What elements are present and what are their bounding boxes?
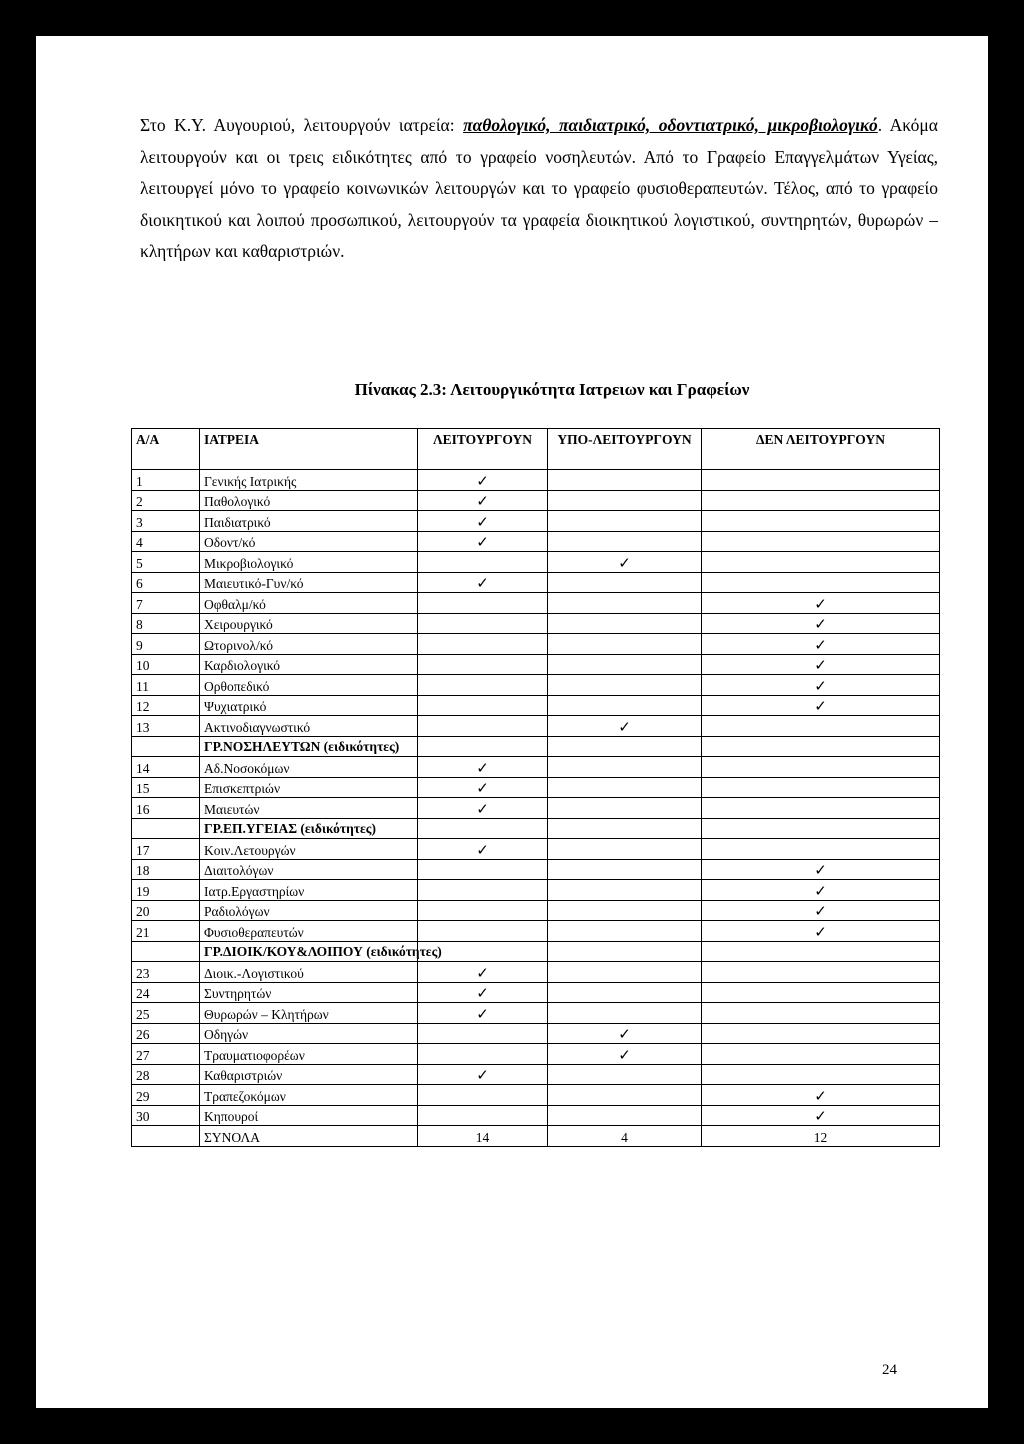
status-underfunctioning-cell [548,900,702,921]
table-row [132,1003,940,1024]
status-not-functioning-cell [702,941,940,962]
table-row [132,531,940,552]
status-not-functioning-cell [702,593,940,614]
check-mark-icon: ✓ [814,615,827,633]
clinic-name: Συντηρητών [200,982,418,1003]
row-number: 24 [132,982,200,1003]
status-functioning-cell [418,757,548,778]
clinic-name: Αδ.Νοσοκόμων [200,757,418,778]
status-functioning-cell [418,962,548,983]
status-functioning-cell [418,818,548,839]
clinic-name: Ακτινοδιαγνωστικό [200,716,418,737]
header-not-functioning: ΔΕΝ ΛΕΙΤΟΥΡΓΟΥΝ [702,429,940,470]
check-mark-icon: ✓ [814,594,827,613]
clinic-name: Κηπουροί [200,1105,418,1126]
clinic-name: Διαιτολόγων [200,859,418,880]
status-functioning-cell [418,777,548,798]
status-underfunctioning-cell [548,470,702,491]
status-functioning-cell [418,880,548,901]
status-underfunctioning-cell [548,818,702,839]
header-clinics: ΙΑΤΡΕΙΑ [200,429,418,470]
status-functioning-cell [418,798,548,819]
row-number-empty [132,941,200,962]
section-title: ΓΡ.ΕΠ.ΥΓΕΙΑΣ (ειδικότητες) [200,818,418,839]
status-functioning-cell [418,634,548,655]
status-functioning-cell [418,470,548,491]
status-underfunctioning-cell [548,962,702,983]
clinic-name: Οδοντ/κό [200,531,418,552]
clinic-name: Κοιν.Λετουργών [200,839,418,860]
status-underfunctioning-cell [548,941,702,962]
check-mark-icon: ✓ [618,1025,631,1043]
section-row [132,736,940,757]
status-underfunctioning-cell [548,798,702,819]
row-number: 28 [132,1064,200,1085]
status-underfunctioning-cell [548,675,702,696]
status-functioning-cell [418,613,548,634]
row-number: 8 [132,613,200,634]
paragraph-underlined-clinics: παθολογικό, παιδιατρικό, οδοντιατρικό, μικροβιολογικό [463,115,878,135]
page-number: 24 [882,1362,897,1378]
status-functioning-cell [418,982,548,1003]
status-not-functioning-cell [702,1044,940,1065]
status-underfunctioning-cell [548,1105,702,1126]
row-number-empty [132,818,200,839]
table-row [132,1064,940,1085]
clinic-name: Επισκεπτριών [200,777,418,798]
clinic-name: Ωτορινολ/κό [200,634,418,655]
total-underfunctioning: 4 [548,1126,702,1147]
row-number: 18 [132,859,200,880]
status-functioning-cell [418,531,548,552]
row-number: 14 [132,757,200,778]
status-functioning-cell [418,511,548,532]
row-number: 17 [132,839,200,860]
table-row [132,593,940,614]
functionality-table [131,428,940,1147]
table-row [132,552,940,573]
status-not-functioning-cell [702,572,940,593]
row-number: 26 [132,1023,200,1044]
check-mark-icon: ✓ [618,1045,631,1064]
total-not-functioning: 12 [702,1126,940,1147]
status-underfunctioning-cell [548,593,702,614]
table-row [132,757,940,778]
status-not-functioning-cell [702,490,940,511]
row-number-empty [132,736,200,757]
check-mark-icon: ✓ [814,635,827,654]
section-title: ΓΡ.ΝΟΣΗΛΕΥΤΩΝ (ειδικότητες) [200,736,418,757]
row-number: 30 [132,1105,200,1126]
table-row [132,839,940,860]
status-not-functioning-cell [702,982,940,1003]
status-not-functioning-cell [702,798,940,819]
check-mark-icon: ✓ [618,717,631,736]
status-not-functioning-cell [702,1023,940,1044]
status-functioning-cell [418,1003,548,1024]
status-not-functioning-cell [702,1105,940,1126]
clinic-name: Μαιευτικό-Γυν/κό [200,572,418,593]
row-number: 6 [132,572,200,593]
row-number: 13 [132,716,200,737]
table-row [132,634,940,655]
status-underfunctioning-cell [548,859,702,880]
table-row [132,962,940,983]
table-row [132,1105,940,1126]
table-row [132,1085,940,1106]
status-not-functioning-cell [702,736,940,757]
status-functioning-cell [418,675,548,696]
table-row [132,798,940,819]
clinic-name: Ραδιολόγων [200,900,418,921]
check-mark-icon: ✓ [814,922,827,941]
check-mark-icon: ✓ [814,697,827,715]
header-functioning: ΛΕΙΤΟΥΡΓΟΥΝ [418,429,548,470]
clinic-name: Μικροβιολογικό [200,552,418,573]
status-underfunctioning-cell [548,1044,702,1065]
check-mark-icon: ✓ [814,902,827,920]
table-row [132,1044,940,1065]
status-functioning-cell [418,716,548,737]
table-row [132,490,940,511]
row-number: 15 [132,777,200,798]
check-mark-icon: ✓ [476,1066,489,1084]
section-row [132,818,940,839]
row-number: 21 [132,921,200,942]
table-row [132,880,940,901]
status-underfunctioning-cell [548,613,702,634]
row-number: 19 [132,880,200,901]
status-not-functioning-cell [702,777,940,798]
status-underfunctioning-cell [548,695,702,716]
totals-row [132,1126,940,1147]
paragraph-text-2: . Ακόμα λειτουργούν και οι τρεις ειδικότητες από το γραφείο νοσηλευτών. Από το Γραφείο Επαγγελμάτων Υγείας, λειτουργεί μόνο το γραφείο κοινωνικών λειτουργών και το γραφείο φυσιοθεραπευτών. Τέλος, από το γραφείο διοικητικού και λοιπού προσωπικού, λειτουργούν τα γραφεία διοικητικού λογιστικού, συντηρητών, θυρωρών – κλητήρων και καθαριστριών. [140,115,938,262]
clinic-name: Ιατρ.Εργαστηρίων [200,880,418,901]
table-row [132,613,940,634]
status-not-functioning-cell [702,859,940,880]
row-number: 25 [132,1003,200,1024]
table-row [132,675,940,696]
status-functioning-cell [418,572,548,593]
status-functioning-cell [418,1023,548,1044]
check-mark-icon: ✓ [476,779,489,797]
status-underfunctioning-cell [548,777,702,798]
table-row [132,511,940,532]
status-not-functioning-cell [702,757,940,778]
table-row [132,921,940,942]
header-aa: Α/Α [132,429,200,470]
status-not-functioning-cell [702,716,940,737]
status-functioning-cell [418,490,548,511]
status-not-functioning-cell [702,695,940,716]
status-functioning-cell [418,859,548,880]
status-underfunctioning-cell [548,654,702,675]
status-not-functioning-cell [702,613,940,634]
table-row [132,470,940,491]
status-underfunctioning-cell [548,1085,702,1106]
status-functioning-cell [418,1085,548,1106]
clinic-name: Φυσιοθεραπευτών [200,921,418,942]
row-number: 2 [132,490,200,511]
clinic-name: Οφθαλμ/κό [200,593,418,614]
row-number: 29 [132,1085,200,1106]
check-mark-icon: ✓ [476,984,489,1002]
status-functioning-cell [418,552,548,573]
table-row [132,654,940,675]
clinic-name: Ορθοπεδικό [200,675,418,696]
clinic-name: Διοικ.-Λογιστικού [200,962,418,983]
status-not-functioning-cell [702,675,940,696]
status-not-functioning-cell [702,470,940,491]
status-underfunctioning-cell [548,1023,702,1044]
clinic-name: Οδηγών [200,1023,418,1044]
table-caption: Πίνακας 2.3: Λειτουργικότητα Ιατρειων και Γραφείων [354,380,750,399]
status-not-functioning-cell [702,1064,940,1085]
status-functioning-cell [418,654,548,675]
clinic-name: Τραπεζοκόμων [200,1085,418,1106]
row-number: 3 [132,511,200,532]
check-mark-icon: ✓ [814,861,827,879]
status-underfunctioning-cell [548,1064,702,1085]
check-mark-icon: ✓ [476,840,489,859]
section-row [132,941,940,962]
check-mark-icon: ✓ [476,492,489,510]
status-not-functioning-cell [702,900,940,921]
check-mark-icon: ✓ [476,471,489,490]
clinic-name: Γενικής Ιατρικής [200,470,418,491]
clinic-name: Τραυματιοφορέων [200,1044,418,1065]
section-title: ΓΡ.ΔΙΟΙΚ/ΚΟΥ&ΛΟΙΠΟΥ (ειδικότητες) [200,941,418,962]
status-functioning-cell [418,593,548,614]
clinic-name: Θυρωρών – Κλητήρων [200,1003,418,1024]
status-functioning-cell [418,1044,548,1065]
clinic-name: Χειρουργικό [200,613,418,634]
status-underfunctioning-cell [548,572,702,593]
table-header-row [132,429,940,470]
clinic-name: Μαιευτών [200,798,418,819]
status-underfunctioning-cell [548,839,702,860]
check-mark-icon: ✓ [476,512,489,531]
totals-label: ΣΥΝΟΛΑ [200,1126,418,1147]
status-not-functioning-cell [702,839,940,860]
table-row [132,695,940,716]
row-number: 10 [132,654,200,675]
status-not-functioning-cell [702,1003,940,1024]
status-underfunctioning-cell [548,531,702,552]
check-mark-icon: ✓ [618,553,631,572]
totals-number-empty [132,1126,200,1147]
check-mark-icon: ✓ [814,1107,827,1125]
table-row [132,716,940,737]
check-mark-icon: ✓ [814,656,827,674]
row-number: 1 [132,470,200,491]
header-underfunctioning: ΥΠΟ-ΛΕΙΤΟΥΡΓΟΥΝ [548,429,702,470]
total-functioning: 14 [418,1126,548,1147]
row-number: 5 [132,552,200,573]
status-underfunctioning-cell [548,1003,702,1024]
check-mark-icon: ✓ [814,1086,827,1105]
status-functioning-cell [418,900,548,921]
clinic-name: Παιδιατρικό [200,511,418,532]
status-not-functioning-cell [702,511,940,532]
status-not-functioning-cell [702,962,940,983]
clinic-name: Παθολογικό [200,490,418,511]
status-underfunctioning-cell [548,982,702,1003]
table-row [132,777,940,798]
row-number: 20 [132,900,200,921]
status-underfunctioning-cell [548,880,702,901]
status-underfunctioning-cell [548,634,702,655]
status-underfunctioning-cell [548,757,702,778]
status-not-functioning-cell [702,552,940,573]
row-number: 4 [132,531,200,552]
check-mark-icon: ✓ [814,676,827,695]
row-number: 16 [132,798,200,819]
table-row [132,1023,940,1044]
clinic-name: Καρδιολογικό [200,654,418,675]
status-underfunctioning-cell [548,736,702,757]
check-mark-icon: ✓ [476,533,489,551]
status-not-functioning-cell [702,880,940,901]
check-mark-icon: ✓ [476,574,489,592]
table-row [132,982,940,1003]
intro-paragraph [140,110,938,268]
status-not-functioning-cell [702,654,940,675]
status-functioning-cell [418,1105,548,1126]
check-mark-icon: ✓ [476,799,489,818]
status-not-functioning-cell [702,1085,940,1106]
status-functioning-cell [418,736,548,757]
row-number: 23 [132,962,200,983]
status-not-functioning-cell [702,634,940,655]
row-number: 11 [132,675,200,696]
status-underfunctioning-cell [548,716,702,737]
status-underfunctioning-cell [548,511,702,532]
row-number: 9 [132,634,200,655]
status-not-functioning-cell [702,921,940,942]
table-row [132,900,940,921]
status-functioning-cell [418,839,548,860]
check-mark-icon: ✓ [476,963,489,982]
status-functioning-cell [418,695,548,716]
status-functioning-cell [418,1064,548,1085]
check-mark-icon: ✓ [814,881,827,900]
clinic-name: Ψυχιατρικό [200,695,418,716]
status-underfunctioning-cell [548,490,702,511]
document-page [36,36,988,1408]
table-body [132,470,940,1147]
table-row [132,859,940,880]
table-row [132,572,940,593]
row-number: 27 [132,1044,200,1065]
row-number: 12 [132,695,200,716]
status-underfunctioning-cell [548,921,702,942]
status-functioning-cell [418,921,548,942]
status-not-functioning-cell [702,531,940,552]
check-mark-icon: ✓ [476,1004,489,1023]
paragraph-text-1: Στο Κ.Υ. Αυγουριού, λειτουργούν ιατρεία: [140,115,464,135]
check-mark-icon: ✓ [476,758,489,777]
status-not-functioning-cell [702,818,940,839]
row-number: 7 [132,593,200,614]
status-underfunctioning-cell [548,552,702,573]
clinic-name: Καθαριστριών [200,1064,418,1085]
